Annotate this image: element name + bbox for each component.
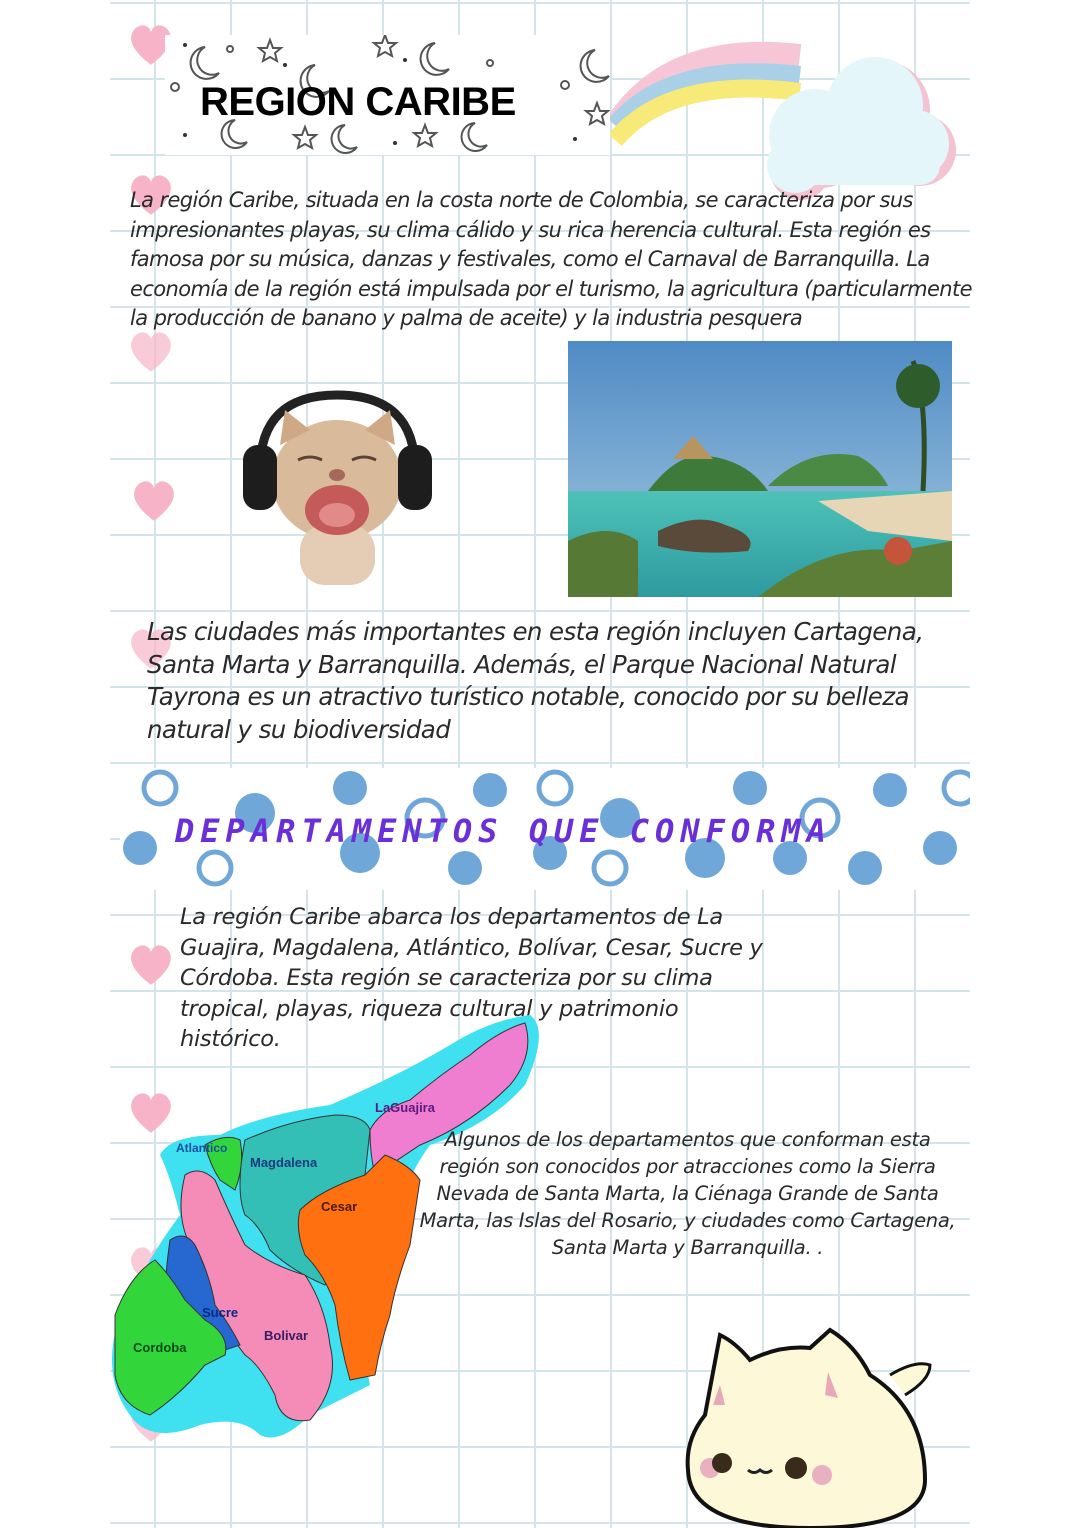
map-label-cordoba: Cordoba xyxy=(133,1340,187,1355)
departments-paragraph: La región Caribe abarca los departamentos de La Guajira, Magdalena, Atlántico, Bolívar, Cesar, Sucre y Córdoba. Esta región se caracteriza por su clima tropical, playas, riqueza cultural y patrimonio histórico. xyxy=(180,904,763,1052)
departments-heading: DEPARTAMENTOS QUE CONFORMA xyxy=(175,812,832,850)
map-label-magdalena: Magdalena xyxy=(250,1155,318,1170)
intro-paragraph: La región Caribe, situada en la costa norte de Colombia, se caracteriza por sus impresionantes playas, su clima cálido y su rica herencia cultural. Esta región es famosa por su música, danzas y festivales, como el Carnaval de Barranquilla. La economía de la región está impulsada por el turismo, la agricultura (particularmente la producción de banano y palma de aceite) y la industria pesquera xyxy=(130,188,972,330)
kawaii-cat-image xyxy=(680,1320,950,1528)
attractions-paragraph: Algunos de los departamentos que conforman esta región son conocidos por atracciones como la Sierra Nevada de Santa Marta, la Ciénaga Grande de Santa Marta, las Islas del Rosario, y ciudades como Cartagena, Santa Marta y Barranquilla. . xyxy=(419,1128,956,1259)
page-title: REGION CARIBE xyxy=(200,80,516,124)
heart-icon xyxy=(125,938,177,990)
map-label-sucre: Sucre xyxy=(202,1305,239,1320)
map-label-atlantico: Atlantico xyxy=(176,1141,228,1155)
heart-icon xyxy=(128,474,180,526)
tayrona-beach-photo xyxy=(568,341,952,597)
map-label-bolivar: Bolivar xyxy=(264,1328,309,1343)
map-label-cesar: Cesar xyxy=(321,1199,358,1214)
cities-paragraph: Las ciudades más importantes en esta región incluyen Cartagena, Santa Marta y Barranquilla. Además, el Parque Nacional Natural Tayrona es un atractivo turístico notable, conocido por su belleza natural y su biodiversidad xyxy=(147,617,924,744)
rainbow-cloud-icon xyxy=(610,30,960,200)
cat-headphones-image xyxy=(240,385,435,595)
map-label-laguajira: LaGuajira xyxy=(375,1100,435,1115)
